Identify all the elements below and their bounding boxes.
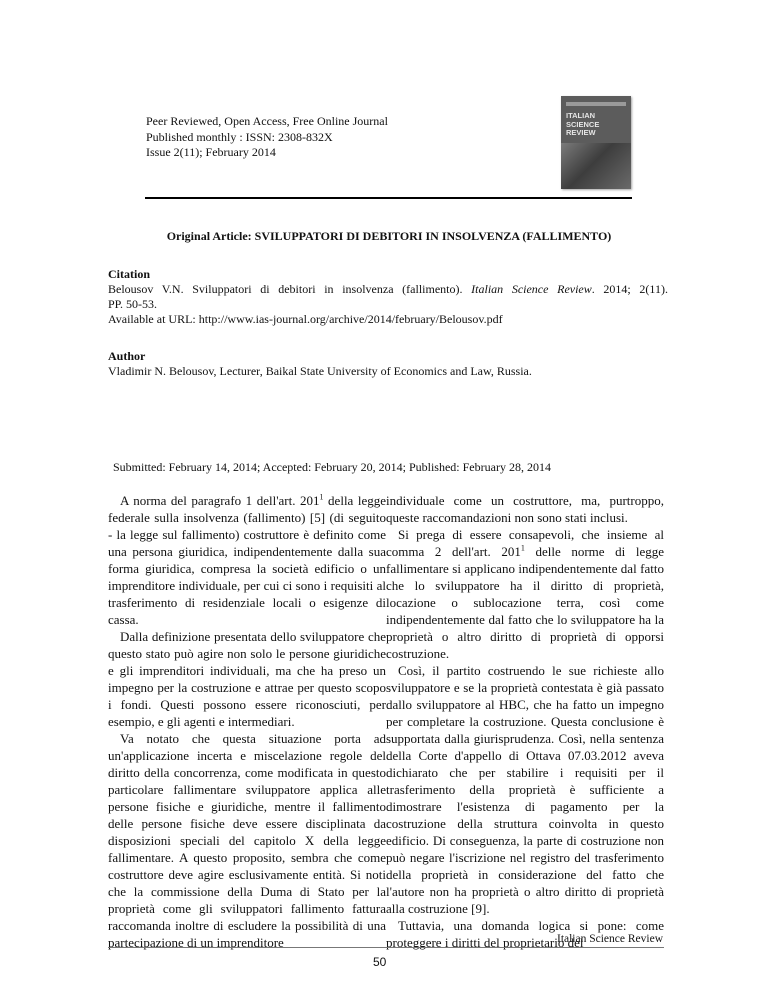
footer-journal-name: Italian Science Review bbox=[556, 933, 663, 945]
paragraph bbox=[386, 526, 664, 662]
citation-label: Citation bbox=[108, 267, 150, 281]
citation-line-2: PP. 50-53. bbox=[108, 297, 158, 311]
left-column bbox=[108, 492, 386, 951]
right-column bbox=[386, 492, 664, 951]
text-run: delle norme di legge fallimentare si applicano indipendentemente dal fatto che lo sviluppatore ha il diritto di proprietà, locazione o sublocazione terra, così come indipendentemente dal fatto che lo sviluppatore ha la proprietà o altro diritto di proprietà di opporsi costruzione. bbox=[386, 544, 664, 661]
text-run: della legge federale sulla insolvenza (fallimento) [5] (di seguito - la legge sul fallimento) costruttore è definito come una persona giuridica, indipendentemente dalla sua forma giuridica, compresa la società edificio o un imprenditore individuale, per cui ci sono i requisiti al trasferimento di residenziale locali o esigenze di cassa. bbox=[108, 493, 387, 627]
author-text: Vladimir N. Belousov, Lecturer, Baikal State University of Economics and Law, Russia. bbox=[108, 364, 532, 378]
paragraph: individuale come un costruttore, ma, purtroppo, queste raccomandazioni non sono stati inclusi. bbox=[386, 493, 664, 525]
citation-text-before: Belousov V.N. Sviluppatori di debitori in insolvenza (fallimento). bbox=[108, 282, 472, 296]
meta-line-issue: Issue 2(11); February 2014 bbox=[146, 145, 276, 159]
page-number: 50 bbox=[373, 955, 387, 969]
paragraph: Dalla definizione presentata dello sviluppatore che questo stato può agire non solo le persone giuridiche e gli imprenditori individuali, ma che ha preso un impegno per la costruzione e attrae per questo scopo i fondi. Questi possono essere riconosciuti, per esempio, e gli agenti e intermediari. bbox=[108, 629, 386, 729]
journal-meta bbox=[146, 114, 388, 161]
citation-text-after: . 2014; 2(11). bbox=[591, 282, 668, 296]
meta-line-issn: Published monthly : ISSN: 2308-832X bbox=[146, 129, 333, 144]
paragraph: Tuttavia, una domanda logica si pone: come proteggere i diritti del proprietario del bbox=[386, 918, 664, 950]
citation-block bbox=[108, 267, 668, 327]
text-run: Si prega di essere consapevoli, che insieme al comma 2 dell'art. 201 bbox=[386, 527, 664, 559]
footer-divider bbox=[108, 947, 664, 948]
author-label: Author bbox=[108, 349, 146, 363]
citation-url[interactable]: Available at URL: http://www.ias-journal.org/archive/2014/february/Belousov.pdf bbox=[108, 312, 503, 326]
superscript: 1 bbox=[319, 492, 324, 502]
paragraph: Va notato che questa situazione porta ad un'applicazione incerta e miscelazione regole del diritto della concorrenza, come modificata in questo particolare fallimentare sviluppatore applica alle persone fisiche e giuridiche, mentre il fallimento delle persone fisiche deve essere disciplinata da disposizioni speciali del capitolo X della legge fallimentare. A questo proposito, sembra che come costruttore deve agire esclusivamente entità. Si noti che la commissione della Duma di Stato per la proprietà come gli sviluppatori fallimento fattura raccomanda inoltre di escludere la possibilità di una partecipazione di un imprenditore bbox=[108, 731, 386, 950]
cover-strip bbox=[566, 102, 626, 106]
cover-artwork bbox=[561, 143, 631, 189]
journal-cover-image bbox=[561, 96, 631, 189]
citation-line-1 bbox=[108, 282, 668, 297]
cover-title: ITALIAN SCIENCE REVIEW bbox=[566, 111, 600, 137]
header-divider bbox=[145, 197, 632, 199]
author-block bbox=[108, 349, 668, 379]
article-title: Original Article: SVILUPPATORI DI DEBITORI IN INSOLVENZA (FALLIMENTO) bbox=[166, 229, 612, 243]
citation-journal: Italian Science Review bbox=[471, 282, 592, 296]
paragraph bbox=[108, 492, 386, 628]
superscript: 1 bbox=[520, 543, 525, 553]
paragraph: Così, il partito costruendo le sue richieste allo sviluppatore e se la proprietà contestata è già passato dallo sviluppatore al HBC, che ha fatto un impegno per completare la costruzione. Questa conclusione è supportata dalla giurisprudenza. Così, nella sentenza della Corte d'appello di Ottava 07.03.2012 aveva dichiarato che per stabilire i requisiti per il trasferimento della proprietà è sufficiente a dimostrare l'esistenza di pagamento per la costruzione della struttura coinvolta in questo edificio. Di conseguenza, la parte di costruzione non può negare l'iscrizione nel registro del trasferimento della proprietà in considerazione del fatto che l'autore non ha proprietà o altro diritto di proprietà alla costruzione [9]. bbox=[386, 663, 664, 916]
meta-line-access: Peer Reviewed, Open Access, Free Online Journal bbox=[146, 114, 388, 128]
submission-dates: Submitted: February 14, 2014; Accepted: February 20, 2014; Published: February 28, 2014 bbox=[113, 460, 551, 474]
text-run: A norma del paragrafo 1 dell'art. 201 bbox=[120, 493, 320, 508]
